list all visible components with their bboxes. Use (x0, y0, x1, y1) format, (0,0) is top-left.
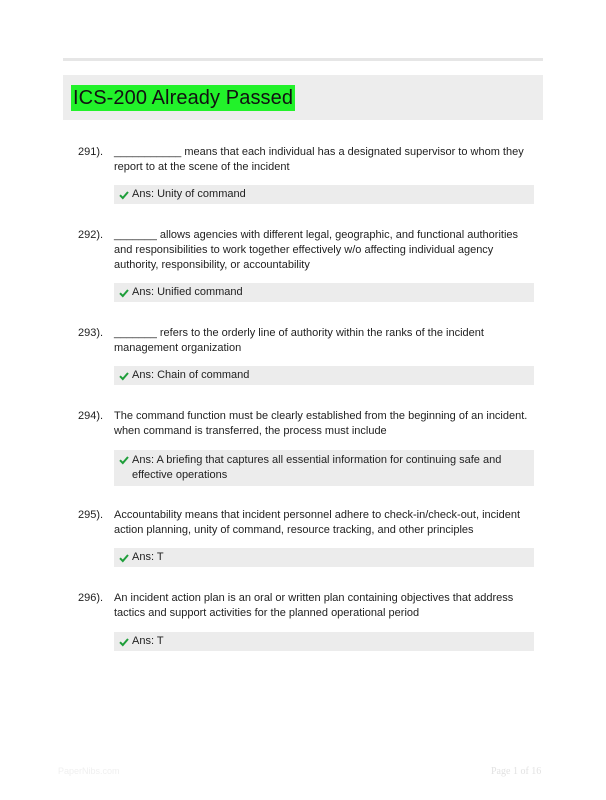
question-number: 294). (78, 410, 104, 422)
top-divider (63, 58, 543, 61)
page-title: ICS-200 Already Passed (73, 87, 294, 109)
question-text: The command function must be clearly established from the beginning of an incident. when command is transferred, the process must include (114, 410, 528, 437)
answer-text: Ans: Chain of command (132, 369, 250, 381)
answer-box (114, 366, 534, 385)
question-number: 291). (78, 146, 104, 158)
answer-text: Ans: T (132, 551, 164, 563)
check-icon (119, 455, 129, 465)
question-number: 296). (78, 592, 104, 604)
question-text: _______ refers to the orderly line of authority within the ranks of the incident management organization (114, 327, 484, 354)
check-icon (119, 371, 129, 381)
check-icon (119, 553, 129, 563)
title-banner (63, 75, 543, 120)
question-text: An incident action plan is an oral or written plan containing objectives that address tactics and support activities for the planned operational period (114, 592, 514, 619)
answer-text: Ans: T (132, 635, 164, 647)
question-number: 292). (78, 229, 104, 241)
question-number: 293). (78, 327, 104, 339)
question-text: ___________ means that each individual has a designated supervisor to whom they report to at the scene of the incident (114, 146, 524, 173)
check-icon (119, 190, 129, 200)
question-number: 295). (78, 509, 104, 521)
answer-text: Ans: A briefing that captures all essential information for continuing safe and effective operations (132, 454, 502, 481)
answer-box (114, 450, 534, 486)
question-text: Accountability means that incident personnel adhere to check-in/check-out, incident action planning, unity of command, resource tracking, and other principles (114, 509, 521, 536)
answer-box (114, 283, 534, 302)
answer-text: Ans: Unity of command (132, 188, 246, 200)
question-text: _______ allows agencies with different legal, geographic, and functional authorities and responsibilities to work together effectively w/o affecting individual agency authority, responsibility, or accountability (114, 229, 519, 271)
check-icon (119, 637, 129, 647)
footer-watermark: PaperNibs.com (58, 766, 120, 776)
answer-box (114, 548, 534, 567)
answer-box (114, 632, 534, 651)
page-number: Page 1 of 16 (491, 766, 542, 777)
check-icon (119, 288, 129, 298)
answer-box (114, 185, 534, 204)
answer-text: Ans: Unified command (132, 286, 243, 298)
